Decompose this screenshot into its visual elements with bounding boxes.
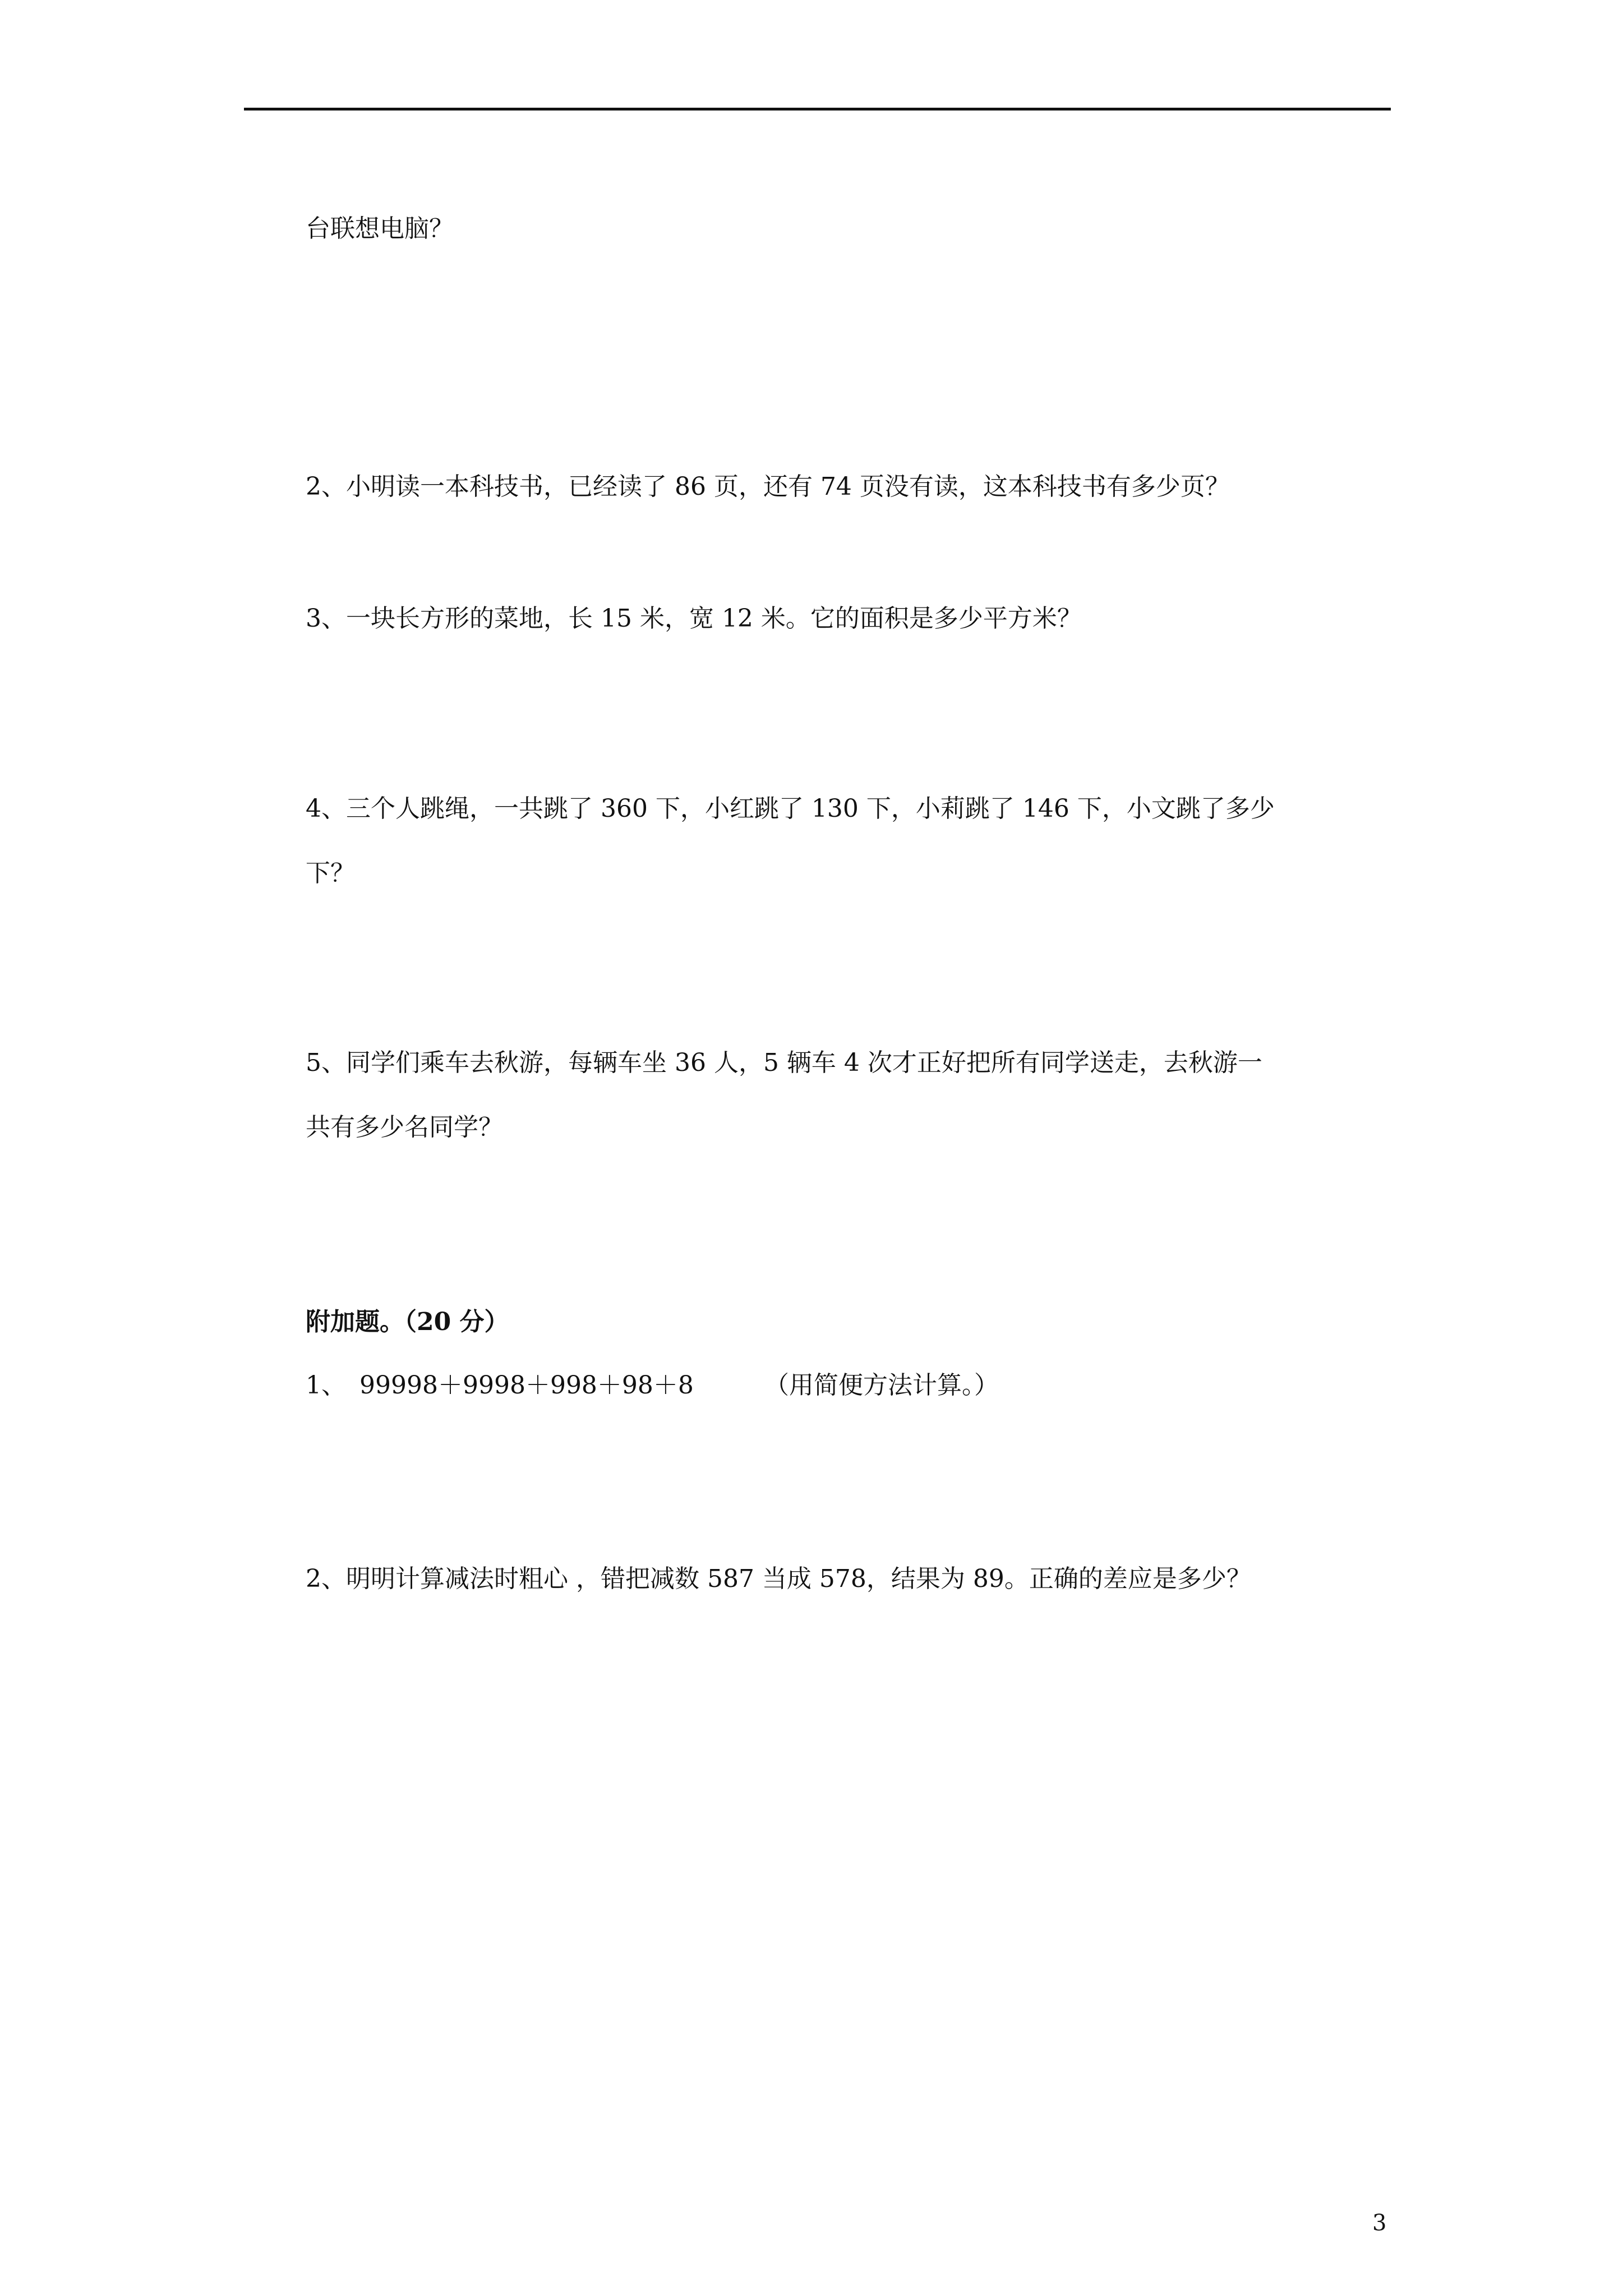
question-3: 3、一块长方形的菜地，长 15 米，宽 12 米。它的面积是多少平方米？ <box>306 604 1082 633</box>
question-5-line-1: 5、同学们乘车去秋游，每辆车坐 36 人，5 辆车 4 次才正好把所有同学送走，去秋游一 <box>306 1048 1262 1077</box>
bonus-question-1-expression: 99998＋9998＋998＋98＋8 <box>359 1371 694 1400</box>
page-number: 3 <box>1372 2210 1387 2236</box>
bonus-question-2: 2、明明计算减法时粗心 ，错把减数 587 当成 578，结果为 89。正确的差应是多少？ <box>306 1565 1251 1593</box>
bonus-question-1-instruction: （用简便方法计算。） <box>764 1371 999 1400</box>
question-2: 2、小明读一本科技书，已经读了 86 页，还有 74 页没有读，这本科技书有多少页？ <box>306 472 1230 501</box>
header-rule <box>244 108 1391 111</box>
question-4-line-2: 下？ <box>306 859 355 887</box>
bonus-heading: 附加题。（20 分） <box>306 1308 509 1336</box>
question-4-line-1: 4、三个人跳绳，一共跳了 360 下，小红跳了 130 下，小莉跳了 146 下，小文跳了多少 <box>306 794 1275 823</box>
question-1-continuation: 台联想电脑？ <box>306 214 454 243</box>
question-5-line-2: 共有多少名同学？ <box>306 1113 503 1142</box>
bonus-question-1 <box>306 1369 999 1402</box>
bonus-question-1-number: 1、 <box>306 1371 346 1400</box>
